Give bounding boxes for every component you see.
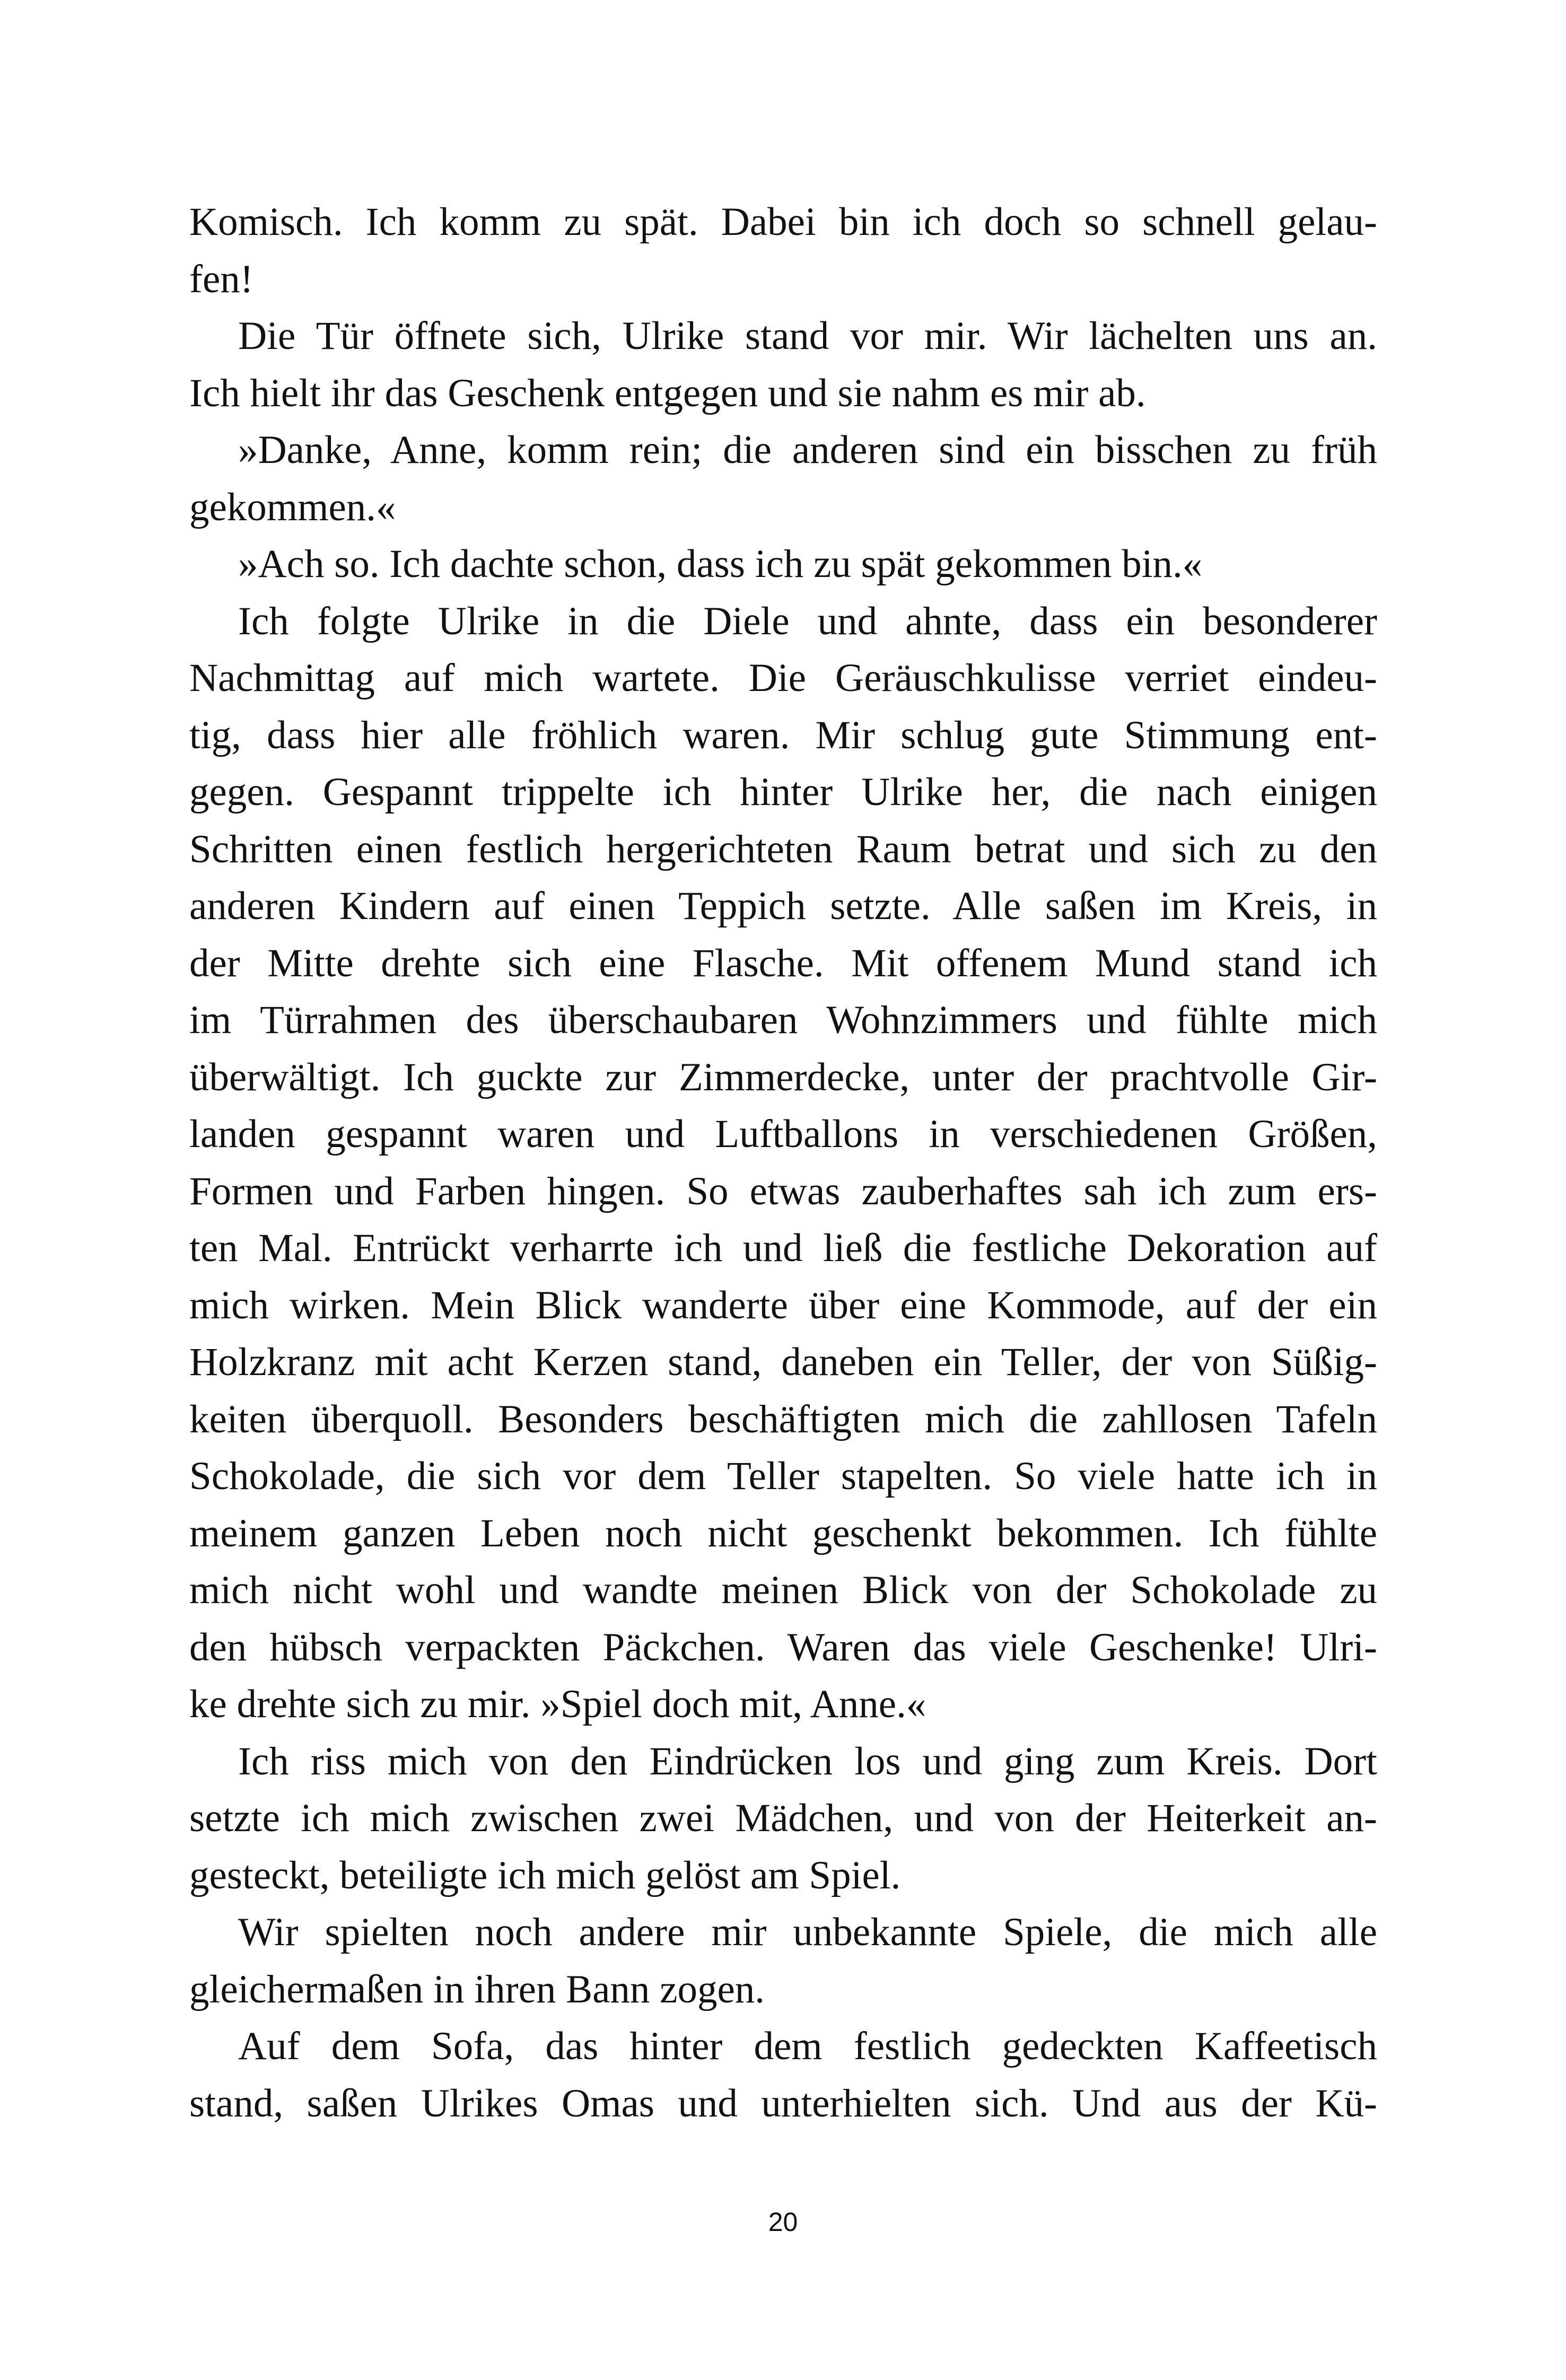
- text-line: gekommen.«: [189, 485, 396, 529]
- text-line: »Danke, Anne, komm rein; die anderen sind ein bisschen zu früh: [238, 428, 1377, 472]
- text-line: Holzkranz mit acht Kerzen stand, daneben ein Teller, der von Süßig-: [189, 1340, 1377, 1384]
- text-line: ten Mal. Entrückt verharrte ich und ließ die festliche Dekoration auf: [189, 1226, 1377, 1270]
- text-line: der Mitte drehte sich eine Flasche. Mit offenem Mund stand ich: [189, 941, 1377, 985]
- text-line: tig, dass hier alle fröhlich waren. Mir schlug gute Stimmung ent-: [189, 713, 1377, 757]
- text-line: meinem ganzen Leben noch nicht geschenkt bekommen. Ich fühlte: [189, 1511, 1377, 1555]
- text-line: den hübsch verpackten Päckchen. Waren das viele Geschenke! Ulri-: [189, 1625, 1377, 1669]
- text-line: ke drehte sich zu mir. »Spiel doch mit, Anne.«: [189, 1682, 926, 1726]
- body-text: [189, 194, 1377, 2132]
- text-line: mich nicht wohl und wandte meinen Blick von der Schokolade zu: [189, 1568, 1377, 1612]
- text-line: gleichermaßen in ihren Bann zogen.: [189, 1967, 765, 2011]
- text-line: Nachmittag auf mich wartete. Die Geräuschkulisse verriet eindeu-: [189, 656, 1377, 700]
- text-line: mich wirken. Mein Blick wanderte über eine Kommode, auf der ein: [189, 1283, 1377, 1327]
- text-line: Die Tür öffnete sich, Ulrike stand vor mir. Wir lächelten uns an.: [238, 314, 1377, 358]
- text-line: überwältigt. Ich guckte zur Zimmerdecke, unter der prachtvolle Gir-: [189, 1055, 1377, 1099]
- page-number: 20: [768, 2207, 798, 2237]
- text-line: gesteckt, beteiligte ich mich gelöst am Spiel.: [189, 1853, 901, 1897]
- text-line: keiten überquoll. Besonders beschäftigten mich die zahllosen Tafeln: [189, 1397, 1377, 1441]
- text-line: landen gespannt waren und Luftballons in verschiedenen Größen,: [189, 1112, 1377, 1156]
- text-line: Komisch. Ich komm zu spät. Dabei bin ich doch so schnell gelau-: [189, 200, 1377, 244]
- text-line: gegen. Gespannt trippelte ich hinter Ulrike her, die nach einigen: [189, 770, 1377, 814]
- text-line: Wir spielten noch andere mir unbekannte Spiele, die mich alle: [238, 1910, 1377, 1954]
- text-line: anderen Kindern auf einen Teppich setzte. Alle saßen im Kreis, in: [189, 884, 1377, 928]
- text-line: Ich folgte Ulrike in die Diele und ahnte, dass ein besonderer: [238, 599, 1377, 643]
- text-line: Ich hielt ihr das Geschenk entgegen und sie nahm es mir ab.: [189, 371, 1146, 415]
- text-line: setzte ich mich zwischen zwei Mädchen, und von der Heiterkeit an-: [189, 1796, 1377, 1840]
- text-line: im Türrahmen des überschaubaren Wohnzimmers und fühlte mich: [189, 998, 1377, 1042]
- text-line: Auf dem Sofa, das hinter dem festlich gedeckten Kaffeetisch: [238, 2024, 1377, 2068]
- text-line: Schritten einen festlich hergerichteten Raum betrat und sich zu den: [189, 827, 1377, 871]
- text-line: stand, saßen Ulrikes Omas und unterhielten sich. Und aus der Kü-: [189, 2081, 1377, 2125]
- text-line: Ich riss mich von den Eindrücken los und ging zum Kreis. Dort: [238, 1739, 1377, 1783]
- text-line: »Ach so. Ich dachte schon, dass ich zu spät gekommen bin.«: [238, 542, 1203, 586]
- text-line: fen!: [189, 257, 253, 301]
- text-line: Schokolade, die sich vor dem Teller stapelten. So viele hatte ich in: [189, 1454, 1377, 1498]
- text-line: Formen und Farben hingen. So etwas zauberhaftes sah ich zum ers-: [189, 1169, 1377, 1213]
